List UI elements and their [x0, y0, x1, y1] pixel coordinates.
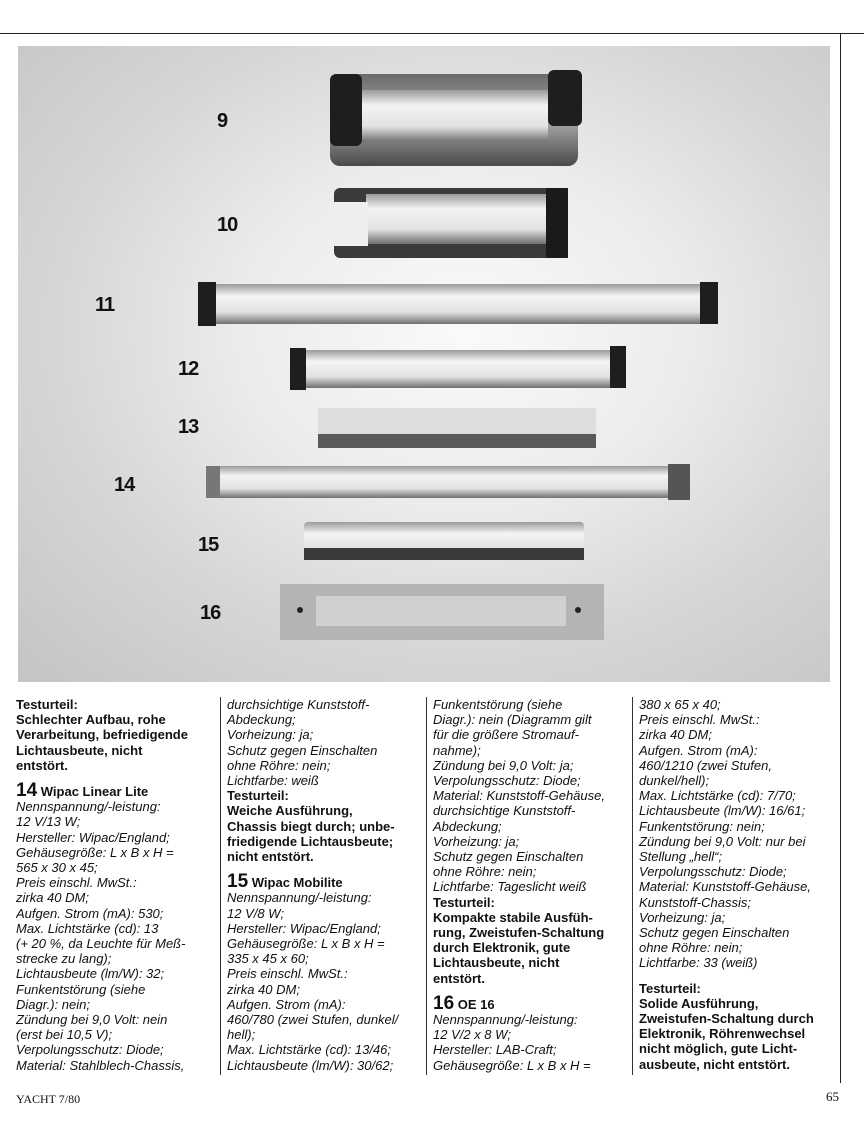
spec-line: Preis einschl. MwSt.: — [227, 966, 348, 982]
article-columns — [16, 697, 836, 1077]
spec-line: Max. Lichtstärke (cd): 13 — [16, 920, 159, 936]
spec-line: Lichtausbeute (lm/W): 30/62; — [227, 1057, 394, 1073]
verdict-line: Schlechter Aufbau, rohe — [16, 712, 166, 728]
spec-line: Zündung bei 9,0 Volt: nur bei — [639, 833, 806, 849]
spec-line: Hersteller: LAB-Craft; — [433, 1042, 557, 1058]
spec-line: Preis einschl. MwSt.: — [16, 875, 137, 891]
verdict-line: Lichtausbeute, nicht — [16, 742, 143, 758]
spec-line: hell); — [227, 1027, 256, 1043]
spec-line: dunkel/hell); — [639, 773, 710, 789]
lamp-14 — [206, 464, 690, 500]
verdict-line: Elektronik, Röhrenwechsel — [639, 1026, 806, 1042]
spec-line: Gehäusegröße: L x B x H = — [433, 1057, 591, 1073]
spec-line: Max. Lichtstärke (cd): 13/46; — [227, 1042, 392, 1058]
spec-line: Funkentstörung (siehe — [16, 981, 146, 997]
lamp-13 — [318, 408, 596, 448]
spec-line: Abdeckung; — [433, 818, 502, 834]
spec-line: Aufgen. Strom (mA): — [227, 996, 346, 1012]
spec-line: Max. Lichtstärke (cd): 7/70; — [639, 788, 796, 804]
spec-line: Schutz gegen Einschalten — [639, 925, 790, 941]
spec-line: Stellung „hell“; — [639, 849, 723, 865]
verdict-label: Testurteil: — [227, 788, 289, 804]
spec-line: durchsichtige Kunststoff- — [227, 697, 370, 712]
spec-line: Lichtausbeute (lm/W): 16/61; — [639, 803, 806, 819]
lamps-illustration — [18, 46, 830, 682]
spec-line: (+ 20 %, da Leuchte für Meß- — [16, 936, 186, 952]
verdict-line: Lichtausbeute, nicht — [433, 955, 560, 971]
item-number: 15 — [227, 871, 249, 893]
verdict-line: nicht möglich, gute Licht- — [639, 1041, 798, 1057]
column-3 — [426, 697, 631, 1075]
spec-line: Hersteller: Wipac/England; — [16, 829, 170, 845]
verdict-line: Chassis biegt durch; unbe- — [227, 818, 395, 834]
spec-line: Vorheizung: ja; — [227, 727, 314, 743]
lamp-label: 12 — [178, 358, 199, 380]
verdict-line: Zweistufen-Schaltung durch — [639, 1011, 814, 1027]
verdict-line: Solide Ausführung, — [639, 995, 759, 1011]
spec-line: ohne Röhre: nein; — [639, 940, 743, 956]
item-heading — [16, 780, 216, 802]
item-number: 16 — [433, 992, 455, 1014]
spec-line: Material: Kunststoff-Gehäuse, — [639, 879, 811, 895]
verdict-line: Verarbeitung, befriedigende — [16, 727, 188, 743]
spec-line: Lichtfarbe: Tageslicht weiß — [433, 879, 587, 895]
verdict-line: Weiche Ausführung, — [227, 803, 353, 819]
spec-line: Verpolungsschutz: Diode; — [16, 1042, 164, 1058]
spec-line: Schutz gegen Einschalten — [227, 742, 378, 758]
item-name: Wipac Linear Lite — [40, 784, 149, 800]
verdict-label: Testurteil: — [433, 894, 495, 910]
right-rule — [840, 33, 841, 1083]
spec-line: 460/1210 (zwei Stufen, — [639, 757, 772, 773]
column-4 — [632, 697, 837, 1075]
lamp-label: 9 — [217, 110, 228, 132]
verdict-line: durch Elektronik, gute — [433, 940, 571, 956]
footer-magazine: YACHT 7/80 — [16, 1092, 81, 1106]
verdict-line: entstört. — [433, 970, 485, 986]
verdict-line: rung, Zweistufen-Schaltung — [433, 925, 605, 941]
lamp-label: 15 — [198, 534, 219, 556]
spec-line: 565 x 30 x 45; — [16, 860, 98, 876]
lamp-15 — [304, 522, 584, 560]
spacer — [639, 971, 837, 981]
spec-line: zirka 40 DM; — [227, 981, 300, 997]
verdict-line: Kompakte stabile Ausfüh- — [433, 909, 593, 925]
spec-line: durchsichtige Kunststoff- — [433, 803, 576, 819]
spec-line: Vorheizung: ja; — [433, 833, 520, 849]
spec-line: Diagr.): nein (Diagramm gilt — [433, 712, 592, 728]
spec-line: Verpolungsschutz: Diode; — [433, 773, 581, 789]
spec-line: strecke zu lang); — [16, 951, 112, 967]
spec-line: Zündung bei 9,0 Volt: ja; — [433, 757, 574, 773]
spec-line: Funkentstörung: nein; — [639, 818, 765, 834]
item-name: Wipac Mobilite — [251, 875, 343, 891]
spec-line: Gehäusegröße: L x B x H = — [16, 844, 174, 860]
spec-line: Schutz gegen Einschalten — [433, 849, 584, 865]
spec-line: 12 V/8 W; — [227, 905, 285, 921]
spec-line: zirka 40 DM; — [639, 727, 712, 743]
lamp-label: 14 — [114, 474, 135, 496]
spec-line: 12 V/2 x 8 W; — [433, 1027, 512, 1043]
spec-line: Hersteller: Wipac/England; — [227, 920, 381, 936]
spec-line: Preis einschl. MwSt.: — [639, 712, 760, 728]
spec-line: Verpolungsschutz: Diode; — [639, 864, 787, 880]
spec-line: Aufgen. Strom (mA): — [639, 742, 758, 758]
spec-line: Nennspannung/-leistung: — [227, 890, 372, 906]
spec-line: Material: Kunststoff-Gehäuse, — [433, 788, 605, 804]
spec-line: ohne Röhre: nein; — [433, 864, 537, 880]
column-1 — [16, 697, 216, 1075]
column-2 — [220, 697, 425, 1075]
spec-line: 460/780 (zwei Stufen, dunkel/ — [227, 1012, 399, 1028]
verdict-line: entstört. — [16, 757, 68, 773]
spec-line: Aufgen. Strom (mA): 530; — [16, 905, 164, 921]
lamp-11 — [198, 282, 718, 326]
item-number: 14 — [16, 780, 38, 802]
verdict-label: Testurteil: — [16, 697, 78, 712]
spec-line: Lichtfarbe: 33 (weiß) — [639, 955, 758, 971]
spec-line: 380 x 65 x 40; — [639, 697, 721, 712]
lamp-label: 16 — [200, 602, 221, 624]
spec-line: Zündung bei 9,0 Volt: nein — [16, 1012, 168, 1028]
spec-line: Nennspannung/-leistung: — [16, 799, 161, 815]
spec-line: 335 x 45 x 60; — [227, 951, 309, 967]
spec-line: Abdeckung; — [227, 712, 296, 728]
item-heading — [227, 871, 425, 893]
lamp-9 — [330, 70, 582, 166]
spec-line: Funkentstörung (siehe — [433, 697, 563, 712]
spec-line: zirka 40 DM; — [16, 890, 89, 906]
item-heading — [433, 992, 631, 1014]
spec-line: Nennspannung/-leistung: — [433, 1012, 578, 1028]
top-rule — [0, 33, 864, 34]
lamp-12 — [290, 346, 626, 390]
lamps-photo — [18, 46, 830, 682]
verdict-line: friedigende Lichtausbeute; — [227, 833, 394, 849]
spec-line: für die größere Stromauf- — [433, 727, 579, 743]
lamp-label: 11 — [95, 294, 115, 316]
lamp-10 — [334, 188, 568, 258]
spec-line: Gehäusegröße: L x B x H = — [227, 936, 385, 952]
spec-line: Material: Stahlblech-Chassis, — [16, 1057, 185, 1073]
spec-line: Kunststoff-Chassis; — [639, 894, 751, 910]
verdict-line: nicht entstört. — [227, 849, 314, 865]
spec-line: Lichtfarbe: weiß — [227, 773, 319, 789]
lamp-16 — [280, 584, 604, 640]
spec-line: Diagr.): nein; — [16, 996, 90, 1012]
spec-line: (erst bei 10,5 V); — [16, 1027, 113, 1043]
page-number: 65 — [826, 1089, 839, 1104]
verdict-label: Testurteil: — [639, 980, 701, 996]
lamp-label: 13 — [178, 416, 199, 438]
spec-line: Vorheizung: ja; — [639, 909, 726, 925]
spec-line: ohne Röhre: nein; — [227, 757, 331, 773]
spec-line: nahme); — [433, 742, 481, 758]
item-name: OE 16 — [457, 996, 495, 1012]
spec-line: 12 V/13 W; — [16, 814, 81, 830]
spec-line: Lichtausbeute (lm/W): 32; — [16, 966, 165, 982]
lamp-label: 10 — [217, 214, 238, 236]
verdict-line: ausbeute, nicht entstört. — [639, 1056, 790, 1072]
